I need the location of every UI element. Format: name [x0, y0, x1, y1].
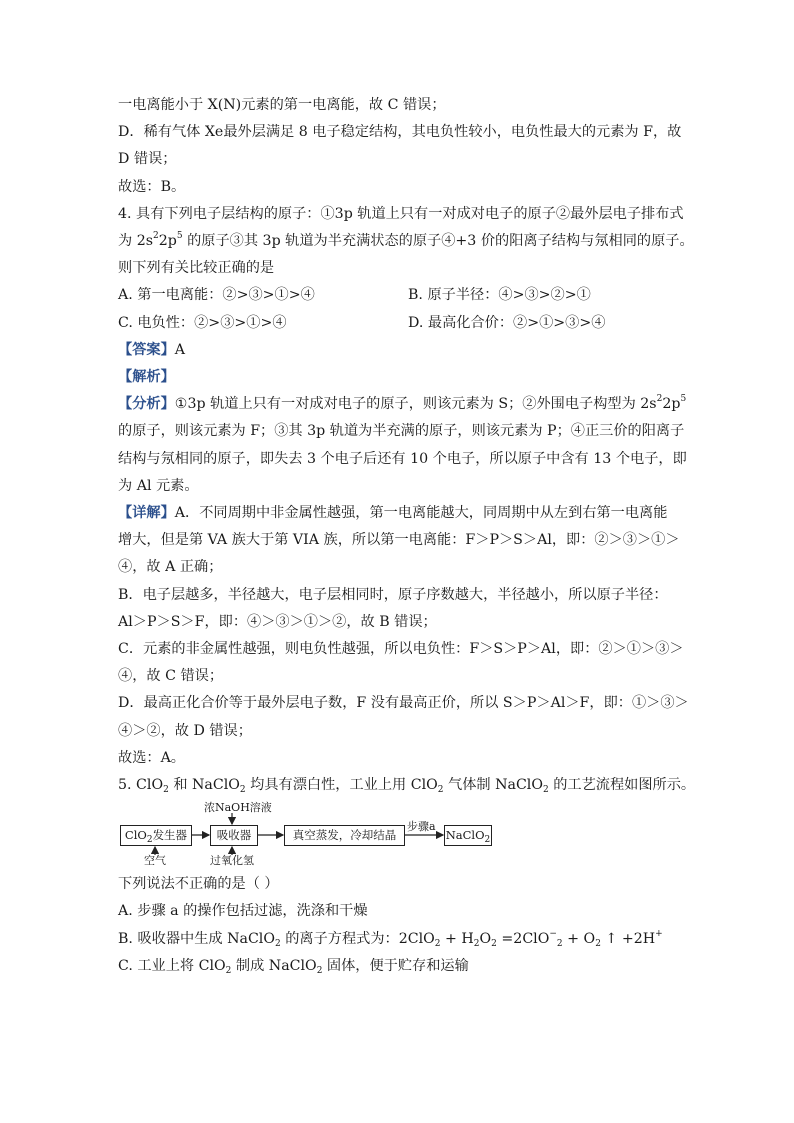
q4-options-row-2 — [118, 310, 698, 337]
q4-xiangjie-line-3: ④，故 A 正确； — [118, 559, 223, 576]
q5b-sub: 2 — [556, 938, 563, 949]
q5-option-c — [118, 953, 698, 980]
absorber-box: 吸收器 — [210, 825, 258, 846]
q5b-text: =2ClO — [496, 930, 550, 947]
q5b-sup: + — [655, 928, 663, 939]
air-label: 空气 — [144, 854, 166, 868]
naoh-label: 浓NaOH溶液 — [204, 801, 272, 815]
gen-text: 发生器 — [152, 828, 188, 843]
fenxi-sup: 5 — [680, 394, 687, 405]
q5b-sub: 2 — [434, 938, 441, 949]
q5c-sub: 2 — [225, 965, 232, 976]
prev-line-3: D 错误； — [118, 151, 177, 168]
q5c-text: 制成 NaClO — [231, 957, 317, 974]
q5b-sub: 2 — [473, 938, 480, 949]
q5b-sub: 2 — [491, 938, 497, 949]
q5-text: 5. ClO — [118, 777, 164, 794]
q5-text: 的工艺流程如图所示。 — [548, 777, 696, 794]
q4-xiangjie-line-8: D．最高正化合价等于最外层电子数，F 没有最高正价，所以 S＞P＞Al＞F，即：①＞③＞ — [118, 695, 689, 712]
q5-text: 和 NaClO — [168, 777, 240, 794]
fenxi-sup: 2 — [656, 394, 663, 405]
fenxi-tag: 【分析】 — [118, 396, 175, 413]
q5-text: 气体制 NaClO — [443, 777, 543, 794]
q5-sub: 2 — [163, 785, 169, 796]
h2o2-label: 过氧化氢 — [210, 854, 254, 868]
q5b-text: ↑ +2H — [600, 930, 656, 947]
q4-text: 的原子③其 3p 轨道为半充满状态的原子④+3 价的阳离子结构与氖相同的原子。 — [182, 233, 694, 250]
q5c-text: C. 工业上将 ClO — [118, 957, 226, 974]
naclo2-product-box — [444, 825, 492, 846]
xiangjie-text: A．不同周期中非金属性越强，第一电离能越大，同周期中从左到右第一电离能 — [174, 505, 668, 522]
q4-text: 2p — [158, 233, 177, 250]
q4-xiangjie-line-9: ④＞②，故 D 错误； — [118, 722, 252, 739]
q4-xiangjie-line-5: Al＞P＞S＞F，即：④＞③＞①＞②，故 B 错误； — [118, 613, 437, 630]
q4-fenxi-line-2: 的原子，则该元素为 F；③其 3p 轨道为半充满的原子，则该元素为 P；④正三价的阳离子 — [118, 423, 685, 440]
q4-xiangjie-line-10: 故选：A。 — [118, 749, 185, 766]
step-a-label: 步骤a — [407, 820, 436, 834]
q5b-text: + O — [562, 930, 596, 947]
q4-analysis-heading — [118, 364, 698, 391]
document-page — [118, 92, 698, 980]
q5-text: 均具有漂白性，工业上用 ClO — [245, 777, 438, 794]
q4-sup: 5 — [176, 231, 183, 242]
q4-fenxi-line-4: 为 Al 元素。 — [118, 477, 199, 494]
q4-option-d: D. 最高化合价：②>①>③>④ — [408, 314, 606, 331]
q4-fenxi-line-1 — [118, 391, 698, 418]
q5b-sub: 2 — [595, 938, 601, 949]
gen-text: ClO — [124, 828, 147, 843]
answer-value: A — [174, 341, 186, 358]
evaporation-box: 真空蒸发，冷却结晶 — [284, 825, 405, 846]
prev-line-2: D．稀有气体 Xe最外层满足 8 电子稳定结构，其电负性较小，电负性最大的元素为 F，故 — [118, 124, 682, 141]
q5c-text: 固体，便于贮存和运输 — [322, 957, 469, 974]
prev-line-1: 一电离能小于 X(N)元素的第一电离能，故 C 错误； — [118, 97, 446, 113]
q5b-sup: − — [549, 928, 557, 939]
prod-text: NaClO — [445, 828, 485, 843]
fenxi-text: 2p — [662, 396, 681, 413]
clo2-generator-box — [120, 825, 192, 846]
q5-question: 下列说法不正确的是（ ） — [118, 876, 279, 893]
q4-xiangjie-line-4: B．电子层越多，半径越大，电子层相同时，原子序数越大，半径越小，所以原子半径： — [118, 586, 668, 603]
q4-options-row-1 — [118, 282, 698, 309]
q4-option-c: C. 电负性：②>③>①>④ — [118, 314, 287, 331]
q4-xiangjie-line-1 — [118, 500, 698, 527]
q5-option-b — [118, 926, 698, 953]
fenxi-text: ①3p 轨道上只有一对成对电子的原子，则该元素为 S；②外围电子构型为 2s — [174, 396, 657, 413]
gen-sub: 2 — [146, 835, 153, 846]
q4-text: 为 2s — [118, 233, 154, 250]
q4-answer — [118, 337, 698, 364]
q4-xiangjie-line-7: ④，故 C 错误； — [118, 668, 224, 685]
xiangjie-tag: 【详解】 — [118, 505, 175, 522]
q4-option-b: B. 原子半径：④>③>②>① — [408, 287, 591, 304]
analysis-tag: 【解析】 — [118, 369, 175, 386]
q4-option-a: A. 第一电离能：②>③>①>④ — [118, 287, 315, 304]
q5-sub: 2 — [239, 785, 246, 796]
q5b-text: + H — [440, 930, 474, 947]
q5-stem — [118, 772, 698, 799]
prod-sub: 2 — [484, 835, 491, 846]
q5-sub: 2 — [437, 785, 444, 796]
process-flow-diagram — [120, 801, 500, 867]
q4-xiangjie-line-6: C．元素的非金属性越强，则电负性越强，所以电负性：F＞S＞P＞Al，即：②＞①＞③＞ — [118, 641, 684, 658]
q5-option-a: A. 步骤 a 的操作包括过滤，洗涤和干燥 — [118, 903, 368, 920]
q4-fenxi-line-3: 结构与氖相同的原子，即失去 3 个电子后还有 10 个电子，所以原子中含有 13 个电子，即 — [118, 450, 687, 467]
answer-tag: 【答案】 — [118, 341, 175, 358]
q5-sub: 2 — [542, 785, 549, 796]
q5c-sub: 2 — [316, 965, 323, 976]
prev-line-4: 故选：B。 — [118, 178, 186, 195]
q4-stem-line-1: 4. 具有下列电子层结构的原子：①3p 轨道上只有一对成对电子的原子②最外层电子排布式 — [118, 205, 684, 222]
q5b-sub: 2 — [274, 938, 281, 949]
q5b-text: 的离子方程式为：2ClO — [280, 930, 435, 947]
q4-sup: 2 — [153, 231, 159, 242]
q4-xiangjie-line-2: 增大，但是第 VA 族大于第 VIA 族，所以第一电离能：F＞P＞S＞Al，即：②＞③＞①＞ — [118, 532, 680, 549]
q4-stem-line-3: 则下列有关比较正确的是 — [118, 260, 275, 277]
q5b-text: O — [479, 930, 492, 947]
q4-stem-line-2 — [118, 228, 698, 255]
q5b-text: B. 吸收器中生成 NaClO — [118, 930, 275, 947]
